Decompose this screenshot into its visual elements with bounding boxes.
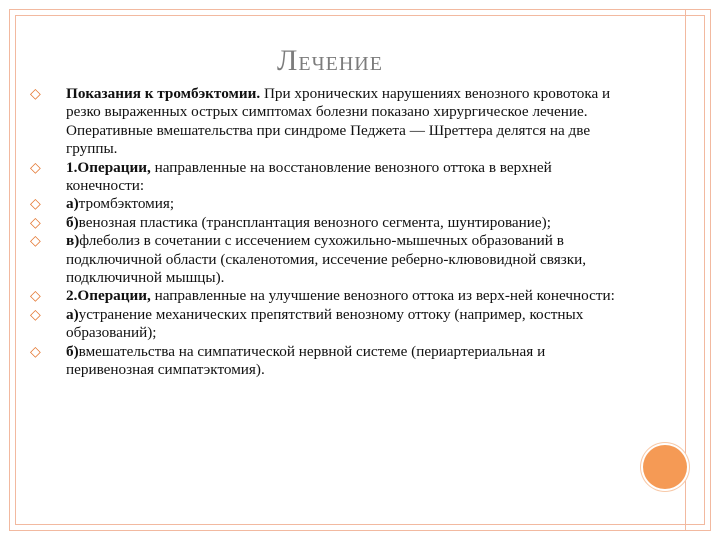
diamond-outline-icon: ◇ [30, 288, 41, 305]
item-text: устранение механических препятствий венозному оттоку (например, костных образований); [66, 305, 584, 342]
item-text: направленные на улучшение венозного оттока из верх-ней конечности: [150, 287, 615, 305]
item-text: флеболиз в сочетании с иссечением сухожильно-мышечных образований в подключичной области (скаленотомия, иссечение реберно-клювовидной связки, подключичной мышцы). [66, 232, 587, 287]
slide-title-rest: ЕЧЕНИЕ [298, 53, 383, 75]
list-item [30, 214, 630, 232]
list-item [30, 287, 630, 305]
diamond-outline-icon: ◇ [30, 306, 41, 323]
item-bold-lead: а) [66, 195, 79, 213]
item-bold-lead: 1.Операции, [66, 158, 151, 176]
slide-title [0, 44, 660, 78]
item-text: тромбэктомия; [78, 195, 175, 213]
diamond-outline-icon: ◇ [30, 159, 41, 176]
slide-vertical-rule [685, 10, 686, 530]
item-bold-lead: б) [66, 213, 79, 231]
item-bold-lead: 2.Операции, [66, 287, 151, 305]
bullet-list [30, 85, 630, 380]
list-item [30, 85, 630, 159]
list-item [30, 232, 630, 287]
diamond-outline-icon: ◇ [30, 343, 41, 360]
list-item [30, 159, 630, 196]
diamond-outline-icon: ◇ [30, 233, 41, 250]
item-text: вмешательства на симпатической нервной системе (периартериальная и перивенозная симпатэктомия). [66, 342, 546, 379]
item-text: венозная пластика (трансплантация венозного сегмента, шунтирование); [78, 213, 551, 231]
item-bold-lead: б) [66, 342, 79, 360]
list-item [30, 306, 630, 343]
item-bold-lead: Показания к тромбэктомии. [66, 85, 261, 102]
diamond-outline-icon: ◇ [30, 196, 41, 213]
item-text: направленные на восстановление венозного оттока в верхней конечности: [66, 158, 552, 195]
item-bold-lead: а) [66, 305, 79, 323]
orange-circle-decoration [643, 445, 687, 489]
item-bold-lead: в) [66, 232, 80, 250]
diamond-outline-icon: ◇ [30, 86, 41, 102]
list-item [30, 195, 630, 213]
diamond-outline-icon: ◇ [30, 214, 41, 231]
slide-title-initial: Л [277, 44, 299, 77]
item-text: При хронических нарушениях венозного кровотока и резко выраженных острых симптомах болезни показано хирургическое лечение. Оперативные вмешательства при синдроме Педжета — Шреттера делятся на две группы. [66, 85, 611, 158]
list-item [30, 343, 630, 380]
